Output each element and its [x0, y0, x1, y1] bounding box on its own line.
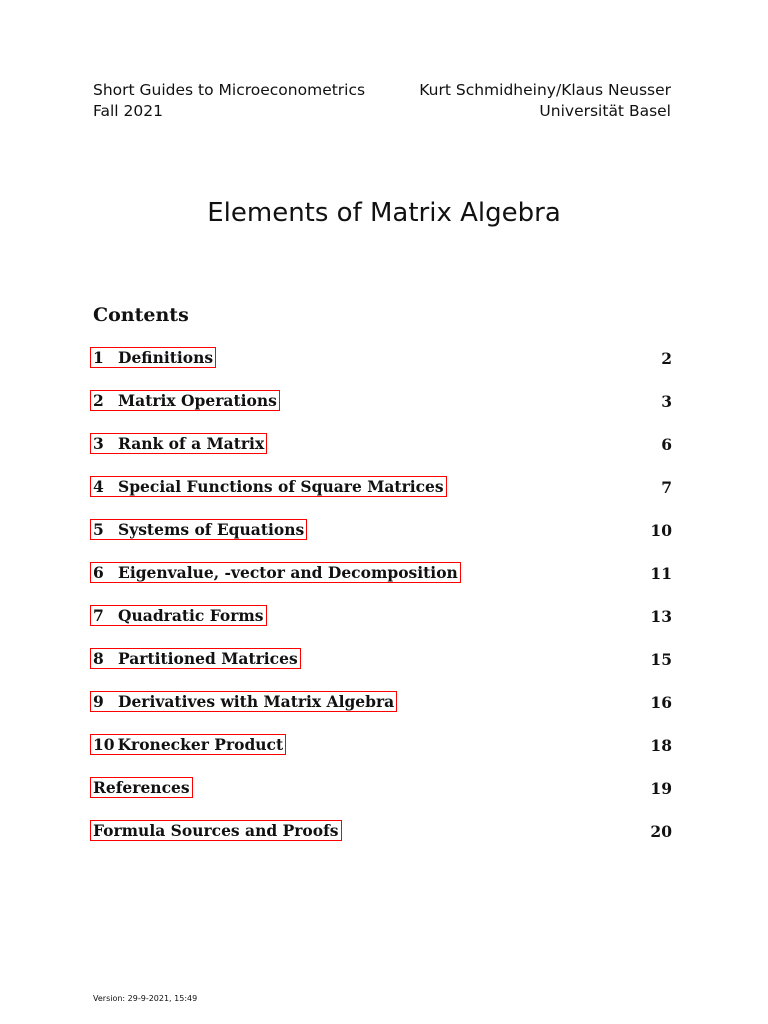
- toc-section-label: Quadratic Forms: [118, 606, 264, 625]
- toc-section-label: Rank of a Matrix: [118, 434, 265, 453]
- toc-section-label: Special Functions of Square Matrices: [118, 477, 444, 496]
- version-stamp: Version: 29-9-2021, 15:49: [93, 994, 198, 1003]
- toc-page-number: 20: [650, 822, 672, 841]
- toc-page-number: 6: [661, 435, 672, 454]
- toc-entry-quadratic-forms: [90, 605, 672, 648]
- toc-section-label: Matrix Operations: [118, 391, 277, 410]
- toc-entry-matrix-operations: [90, 390, 672, 433]
- toc-page-number: 13: [650, 607, 672, 626]
- toc-link-derivatives[interactable]: [90, 691, 397, 712]
- toc-section-label: Definitions: [118, 348, 214, 367]
- toc-section-number: 6: [93, 563, 104, 582]
- toc-link-special-functions[interactable]: [90, 476, 447, 497]
- toc-link-definitions[interactable]: [90, 347, 216, 368]
- toc-entry-eigenvalue: [90, 562, 672, 605]
- toc-section-label: Kronecker Product: [117, 735, 284, 754]
- toc-entry-kronecker-product: [90, 734, 672, 777]
- toc-section-number: 4: [93, 477, 104, 496]
- toc-link-quadratic-forms[interactable]: [90, 605, 267, 626]
- toc-section-number: 1: [93, 348, 104, 367]
- toc-section-label: Derivatives with Matrix Algebra: [118, 692, 395, 711]
- toc-link-references[interactable]: [90, 777, 193, 798]
- toc-link-formula-sources[interactable]: [90, 820, 342, 841]
- document-title: Elements of Matrix Algebra: [207, 198, 561, 228]
- toc-entry-derivatives: [90, 691, 672, 734]
- toc-page-number: 19: [650, 779, 672, 798]
- toc-entry-definitions: [90, 347, 672, 390]
- toc-entry-systems-of-equations: [90, 519, 672, 562]
- toc-section-label: Partitioned Matrices: [118, 649, 298, 668]
- toc-link-systems-of-equations[interactable]: [90, 519, 307, 540]
- header-semester: Fall 2021: [93, 102, 163, 120]
- toc-section-number: 3: [93, 434, 104, 453]
- toc-entry-rank-of-a-matrix: [90, 433, 672, 476]
- toc-entry-special-functions: [90, 476, 672, 519]
- toc-section-number: 10: [93, 735, 115, 754]
- toc-section-number: 9: [93, 692, 104, 711]
- toc-page-number: 18: [650, 736, 672, 755]
- toc-page-number: 3: [661, 392, 672, 411]
- toc-page-number: 2: [661, 349, 672, 368]
- toc-page-number: 7: [661, 478, 672, 497]
- header-authors: Kurt Schmidheiny/Klaus Neusser: [419, 81, 671, 99]
- toc-link-eigenvalue[interactable]: [90, 562, 461, 583]
- toc-link-matrix-operations[interactable]: [90, 390, 280, 411]
- toc-section-label: Eigenvalue, -vector and Decomposition: [118, 563, 458, 582]
- toc-section-label: Systems of Equations: [118, 520, 305, 539]
- toc-entry-references: [90, 777, 672, 820]
- toc-link-rank-of-a-matrix[interactable]: [90, 433, 267, 454]
- table-of-contents: [90, 347, 672, 863]
- header-university: Universität Basel: [539, 102, 671, 120]
- toc-page-number: 11: [650, 564, 672, 583]
- toc-section-number: 2: [93, 391, 104, 410]
- toc-section-number: 7: [93, 606, 104, 625]
- toc-link-partitioned-matrices[interactable]: [90, 648, 301, 669]
- toc-entry-formula-sources: [90, 820, 672, 863]
- toc-section-number: 5: [93, 520, 104, 539]
- toc-section-label: References: [93, 778, 190, 797]
- contents-heading: Contents: [93, 304, 189, 326]
- toc-page-number: 16: [650, 693, 672, 712]
- toc-section-label: Formula Sources and Proofs: [93, 821, 339, 840]
- toc-link-kronecker-product[interactable]: [90, 734, 286, 755]
- toc-entry-partitioned-matrices: [90, 648, 672, 691]
- toc-page-number: 10: [650, 521, 672, 540]
- toc-section-number: 8: [93, 649, 104, 668]
- toc-page-number: 15: [650, 650, 672, 669]
- header-course-title: Short Guides to Microeconometrics: [93, 81, 366, 99]
